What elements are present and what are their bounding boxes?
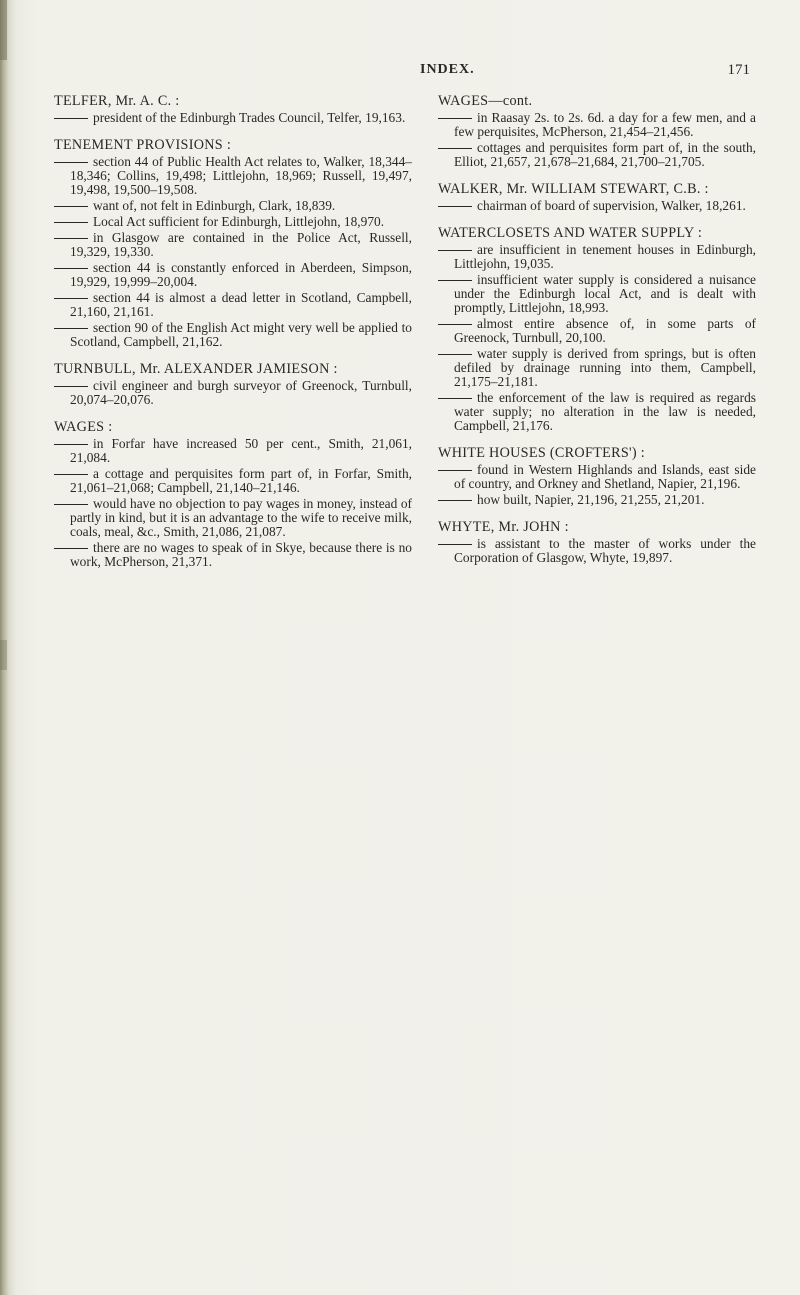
entry-dash [54,206,88,207]
entry-dash [438,118,472,119]
entry-dash [54,238,88,239]
entry-text: in Raasay 2s. to 2s. 6d. a day for a few men, and a few perquisites, McPherson, 21,454–21,456. [454,110,756,139]
index-group [54,94,412,125]
right-column [438,94,756,578]
entry-text: section 44 is constantly enforced in Aberdeen, Simpson, 19,929, 19,999–20,004. [70,260,412,289]
running-head-title: INDEX. [420,62,475,77]
index-entry [438,347,756,389]
entry-dash [438,324,472,325]
entry-text: section 44 is almost a dead letter in Scotland, Campbell, 21,160, 21,161. [70,290,412,319]
index-entry [54,497,412,539]
entry-text: almost entire absence of, in some parts of Greenock, Turnbull, 20,100. [454,316,756,345]
entry-text: section 90 of the English Act might very well be applied to Scotland, Campbell, 21,162. [70,320,412,349]
entry-text: want of, not felt in Edinburgh, Clark, 18,839. [93,198,336,213]
entry-text: civil engineer and burgh surveyor of Greenock, Turnbull, 20,074–20,076. [70,378,412,407]
entry-dash [54,548,88,549]
index-entry [54,437,412,465]
entry-dash [438,500,472,501]
index-group [438,94,756,169]
index-entry [54,199,412,213]
index-entry [54,215,412,229]
index-entry [438,391,756,433]
index-heading: WATERCLOSETS AND WATER SUPPLY : [438,225,703,241]
index-heading: WAGES : [54,419,113,435]
index-heading: WAGES—cont. [438,93,533,109]
entry-dash [54,504,88,505]
index-entry [438,199,756,213]
running-head [0,62,800,82]
index-entry [438,141,756,169]
entry-dash [54,268,88,269]
entry-dash [438,544,472,545]
index-entry [54,155,412,197]
index-entry [54,111,412,125]
index-entry [438,463,756,491]
index-heading: TURNBULL, Mr. ALEXANDER JAMIESON : [54,361,338,377]
left-column [54,94,412,582]
page-number: 171 [727,62,750,78]
entry-text: section 44 of Public Health Act relates to, Walker, 18,344–18,346; Collins, 19,498; Littlejohn, 18,969; Russell, 19,497, 19,498, 19,500–19,508. [70,154,412,197]
entry-text: found in Western Highlands and Islands, east side of country, and Orkney and Shetland, Napier, 21,196. [454,462,756,491]
index-group [54,362,412,407]
index-heading: TENEMENT PROVISIONS : [54,137,232,153]
entry-dash [438,206,472,207]
entry-dash [54,386,88,387]
entry-dash [438,354,472,355]
entry-text: the enforcement of the law is required as regards water supply; no alteration in the law is needed, Campbell, 21,176. [454,390,756,433]
index-entry [438,273,756,315]
entry-dash [54,474,88,475]
index-entry [438,243,756,271]
entry-dash [54,162,88,163]
index-entry [438,537,756,565]
entry-dash [438,398,472,399]
entry-text: in Forfar have increased 50 per cent., Smith, 21,061, 21,084. [70,436,412,465]
index-entry [54,291,412,319]
entry-text: water supply is derived from springs, but is often defiled by drainage running into them, Campbell, 21,175–21,181. [454,346,756,389]
index-group [54,420,412,569]
index-heading: WHYTE, Mr. JOHN : [438,519,569,535]
entry-text: would have no objection to pay wages in money, instead of partly in kind, but it is an advantage to the wife to receive milk, coals, meal, &c., Smith, 21,086, 21,087. [70,496,412,539]
index-entry [438,111,756,139]
index-entry [438,493,756,507]
entry-dash [438,470,472,471]
index-entry [54,541,412,569]
entry-dash [54,222,88,223]
entry-text: chairman of board of supervision, Walker, 18,261. [477,198,746,213]
index-entry [54,467,412,495]
index-entry [54,321,412,349]
entry-dash [438,148,472,149]
entry-text: president of the Edinburgh Trades Council, Telfer, 19,163. [93,110,406,125]
page-edge-shadow [0,640,7,670]
entry-text: a cottage and perquisites form part of, in Forfar, Smith, 21,061–21,068; Campbell, 21,140–21,146. [70,466,412,495]
index-group [438,226,756,433]
entry-dash [54,118,88,119]
index-group [54,138,412,349]
entry-dash [438,250,472,251]
entry-text: is assistant to the master of works under the Corporation of Glasgow, Whyte, 19,897. [454,536,756,565]
index-group [438,520,756,565]
entry-text: in Glasgow are contained in the Police Act, Russell, 19,329, 19,330. [70,230,412,259]
entry-text: insufficient water supply is considered a nuisance under the Edinburgh local Act, and is dealt with promptly, Littlejohn, 18,993. [454,272,756,315]
index-entry [438,317,756,345]
entry-text: how built, Napier, 21,196, 21,255, 21,201. [477,492,705,507]
entry-dash [54,298,88,299]
entry-dash [438,280,472,281]
entry-text: Local Act sufficient for Edinburgh, Littlejohn, 18,970. [93,214,385,229]
index-entry [54,261,412,289]
entry-text: are insufficient in tenement houses in Edinburgh, Littlejohn, 19,035. [454,242,756,271]
index-entry [54,231,412,259]
index-heading: WALKER, Mr. WILLIAM STEWART, C.B. : [438,181,709,197]
index-group [438,182,756,213]
entry-dash [54,328,88,329]
index-entry [54,379,412,407]
page-edge-shadow [0,0,7,60]
index-heading: TELFER, Mr. A. C. : [54,93,180,109]
entry-text: cottages and perquisites form part of, in the south, Elliot, 21,657, 21,678–21,684, 21,700–21,705. [454,140,756,169]
entry-dash [54,444,88,445]
index-heading: WHITE HOUSES (CROFTERS') : [438,445,646,461]
index-group [438,446,756,507]
entry-text: there are no wages to speak of in Skye, because there is no work, McPherson, 21,371. [70,540,412,569]
